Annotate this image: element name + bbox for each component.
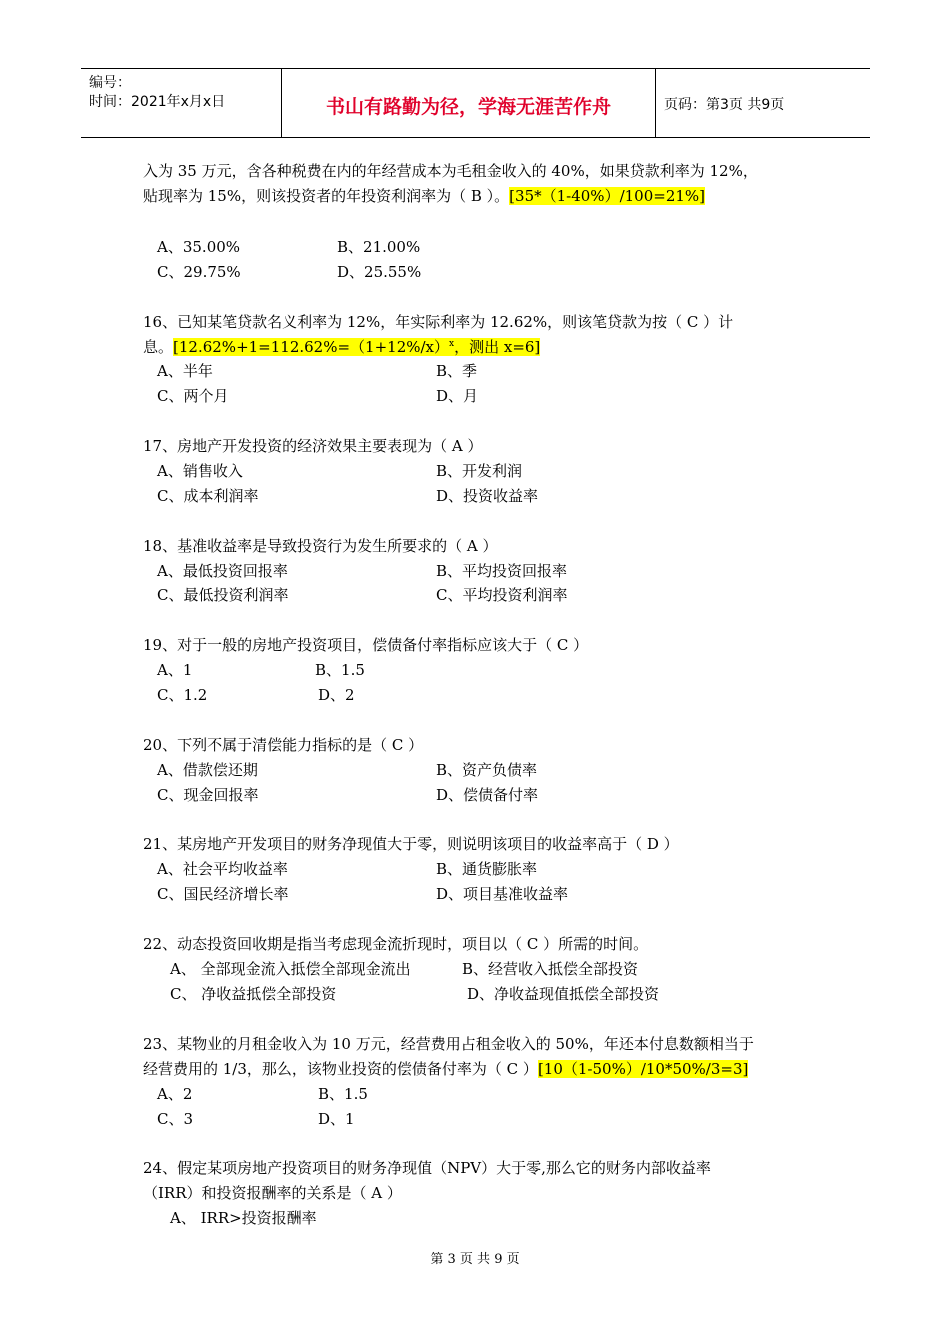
- q16-option-b: B、季: [436, 362, 478, 380]
- q20-option-a: A、借款偿还期: [157, 761, 258, 779]
- q17-stem: 17、房地产开发投资的经济效果主要表现为（ A ）: [143, 437, 483, 455]
- q20-option-d: D、偿债备付率: [436, 786, 539, 804]
- q17-option-b: B、开发利润: [436, 462, 523, 480]
- q15-line2: [143, 185, 705, 206]
- q19-stem: 19、对于一般的房地产投资项目，偿债备付率指标应该大于（ C ）: [143, 636, 589, 654]
- q23-stem: 经营费用的 1/3，那么，该物业投资的偿债备付率为（ C ）: [143, 1060, 538, 1078]
- q19-option-d: D、2: [318, 686, 355, 704]
- q15-option-c: C、29.75%: [157, 263, 241, 281]
- q22-option-a: A、 全部现金流入抵偿全部现金流出: [170, 960, 411, 978]
- q24-line1: 24、假定某项房地产投资项目的财务净现值（NPV）大于零,那么它的财务内部收益率: [143, 1159, 711, 1177]
- q21-option-d: D、项目基准收益率: [436, 885, 569, 903]
- page-header: [81, 68, 870, 138]
- header-motto: 书山有路勤为径，学海无涯苦作舟: [325, 96, 611, 118]
- q20-stem: 20、下列不属于清偿能力指标的是（ C ）: [143, 736, 424, 754]
- q17-option-a: A、销售收入: [157, 462, 243, 480]
- q21-option-b: B、通货膨胀率: [436, 860, 538, 878]
- q16-stem-end: 息。: [143, 338, 174, 356]
- q17-option-d: D、投资收益率: [436, 487, 539, 505]
- q15-option-d: D、25.55%: [337, 263, 422, 281]
- q23-option-a: A、2: [157, 1085, 193, 1103]
- q18-option-b: B、平均投资回报率: [436, 562, 568, 580]
- document-date-label: 时间：2021年x月x日: [89, 94, 226, 110]
- q16-option-c: C、两个月: [157, 387, 229, 405]
- q15-option-b: B、21.00%: [337, 238, 421, 256]
- q22-option-b: B、经营收入抵偿全部投资: [462, 960, 639, 978]
- q22-option-c: C、 净收益抵偿全部投资: [170, 985, 337, 1003]
- q16-option-d: D、月: [436, 387, 479, 405]
- q21-option-a: A、社会平均收益率: [157, 860, 288, 878]
- q18-option-a: A、最低投资回报率: [157, 562, 288, 580]
- q23-option-c: C、3: [157, 1110, 194, 1128]
- q16-line1: 16、已知某笔贷款名义利率为 12%，年实际利率为 12.62%，则该笔贷款为按（ C ）计: [143, 313, 734, 331]
- q23-option-d: D、1: [318, 1110, 355, 1128]
- page-footer: 第 3 页 共 9 页: [430, 1252, 520, 1267]
- q16-note-exponent: x: [449, 339, 455, 349]
- q19-option-b: B、1.5: [315, 661, 365, 679]
- q21-stem: 21、某房地产开发项目的财务净现值大于零，则说明该项目的收益率高于（ D ）: [143, 835, 679, 853]
- q17-option-c: C、成本利润率: [157, 487, 259, 505]
- q16-note-part2: ，测出 x=6]: [454, 338, 541, 356]
- q19-option-a: A、1: [157, 661, 193, 679]
- q16-line2: [143, 336, 540, 357]
- q23-line1: 23、某物业的月租金收入为 10 万元，经营费用占租金收入的 50%，年还本付息数额相当于: [143, 1035, 754, 1053]
- q15-option-a: A、35.00%: [157, 238, 241, 256]
- q16-calc-note: [173, 338, 540, 356]
- document-number-label: 编号：: [89, 75, 131, 91]
- q20-option-c: C、现金回报率: [157, 786, 259, 804]
- q22-option-d: D、净收益现值抵偿全部投资: [467, 985, 660, 1003]
- q15-stem: 贴现率为 15%，则该投资者的年投资利润率为（ B ）。: [143, 187, 510, 205]
- q16-option-a: A、半年: [157, 362, 213, 380]
- q18-stem: 18、基准收益率是导致投资行为发生所要求的（ A ）: [143, 537, 498, 555]
- header-meta-cell: [81, 69, 282, 137]
- q18-option-c: C、最低投资利润率: [157, 586, 289, 604]
- q20-option-b: B、资产负债率: [436, 761, 538, 779]
- q23-calc-note: [10（1-50%）/10*50%/3=3]: [537, 1060, 749, 1078]
- q23-line2: [143, 1058, 748, 1079]
- q15-line1: 入为 35 万元，含各种税费在内的年经营成本为毛租金收入的 40%，如果贷款利率为 12%，: [143, 162, 758, 180]
- header-page-cell: [656, 69, 870, 137]
- q19-option-c: C、1.2: [157, 686, 208, 704]
- q21-option-c: C、国民经济增长率: [157, 885, 289, 903]
- q24-line2: （IRR）和投资报酬率的关系是（ A ）: [143, 1184, 402, 1202]
- header-motto-cell: [282, 69, 656, 137]
- q22-stem: 22、动态投资回收期是指当考虑现金流折现时，项目以（ C ）所需的时间。: [143, 935, 649, 953]
- q15-calc-note: [35*（1-40%）/100=21%]: [509, 187, 706, 205]
- q18-option-d: C、平均投资利润率: [436, 586, 568, 604]
- q24-option-a: A、 IRR>投资报酬率: [170, 1209, 317, 1227]
- q16-note-part1: [12.62%+1=112.62%=（1+12%/x）: [173, 338, 450, 356]
- header-page-number: 页码：第3页 共9页: [664, 97, 785, 113]
- q23-option-b: B、1.5: [318, 1085, 368, 1103]
